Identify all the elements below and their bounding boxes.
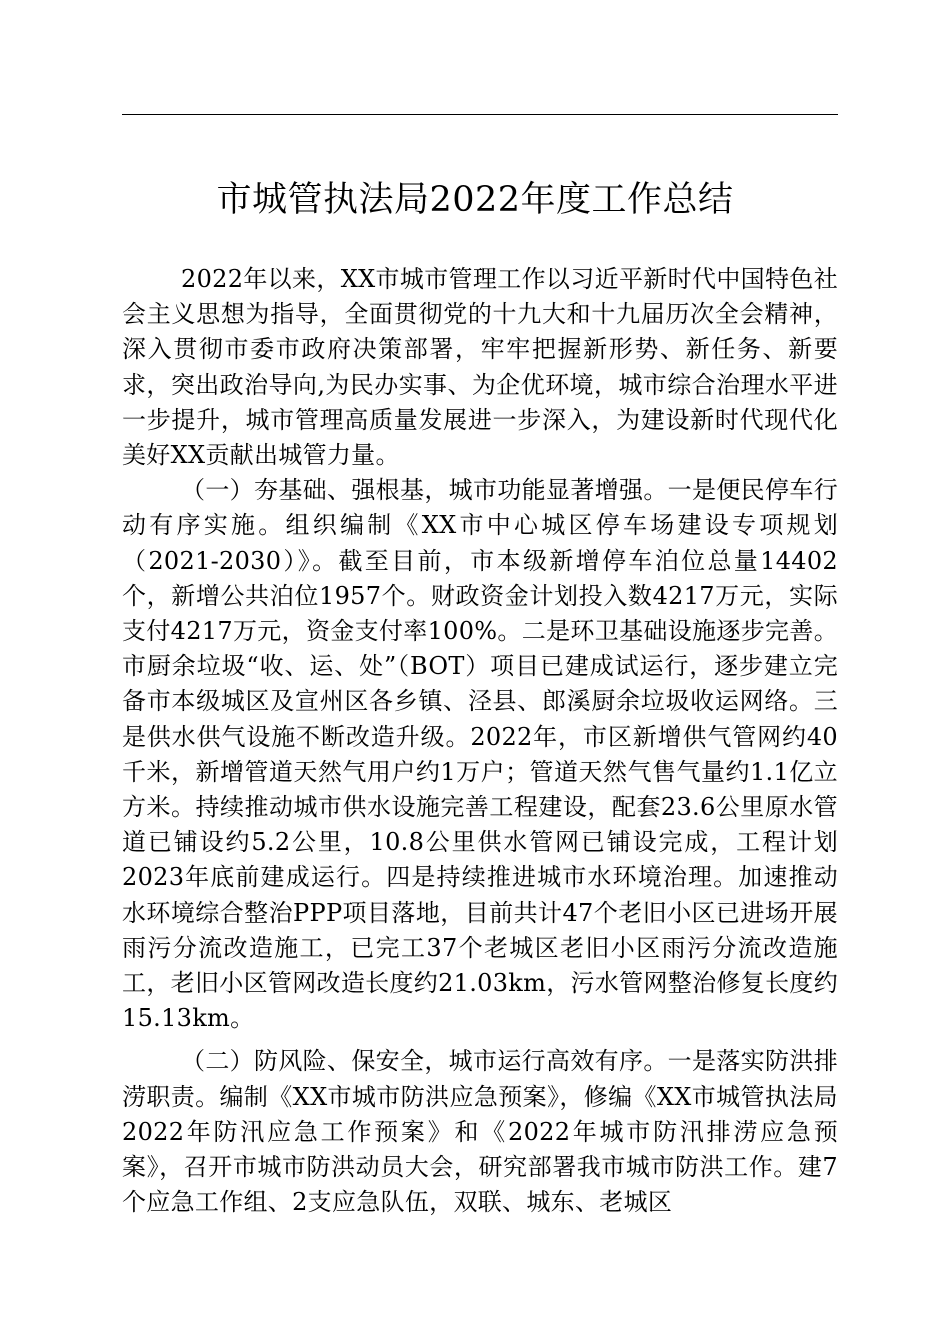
paragraph-section-1: （一）夯基础、强根基，城市功能显著增强。一是便民停车行动有序实施。组织编制《XX市中心城区停车场建设专项规划（2021-2030）》。截至目前，市本级新增停车泊位总量14402个，新增公共泊位1957个。财政资金计划投入数4217万元，实际支付4217万元，资金支付率100%。二是环卫基础设施逐步完善。市厨余垃圾“收、运、处”（BOT）项目已建成试运行，逐步建立完备市本级城区及宣州区各乡镇、泾县、郎溪厨余垃圾收运网络。三是供水供气设施不断改造升级。2022年，市区新增供气管网约40千米，新增管道天然气用户约1万户；管道天然气售气量约1.1亿立方米。持续推动城市供水设施完善工程建设，配套23.6公里原水管道已铺设约5.2公里，10.8公里供水管网已铺设完成，工程计划2023年底前建成运行。四是持续推进城市水环境治理。加速推动水环境综合整治PPP项目落地，目前共计47个老旧小区已进场开展雨污分流改造施工，已完工37个老城区老旧小区雨污分流改造施工，老旧小区管网改造长度约21.03km，污水管网整治修复长度约15.13km。 <box>122 476 838 1033</box>
paragraph-section-2: （二）防风险、保安全，城市运行高效有序。一是落实防洪排涝职责。编制《XX市城市防洪应急预案》，修编《XX市城管执法局2022年防汛应急工作预案》和《2022年城市防汛排涝应急预案》，召开市城市防洪动员大会，研究部署我市城市防洪工作。建7个应急工作组、2支应急队伍，双联、城东、老城区 <box>122 1047 838 1217</box>
header-rule <box>122 114 838 115</box>
document-body <box>122 262 838 1220</box>
paragraph-intro: 2022年以来，XX市城市管理工作以习近平新时代中国特色社会主义思想为指导，全面贯彻党的十九大和十九届历次全会精神，深入贯彻市委市政府决策部署，牢牢把握新形势、新任务、新要求，突出政治导向,为民办实事、为企优环境，城市综合治理水平进一步提升，城市管理高质量发展进一步深入，为建设新时代现代化美好XX贡献出城管力量。 <box>122 265 838 470</box>
page-title: 市城管执法局2022年度工作总结 <box>216 180 734 220</box>
